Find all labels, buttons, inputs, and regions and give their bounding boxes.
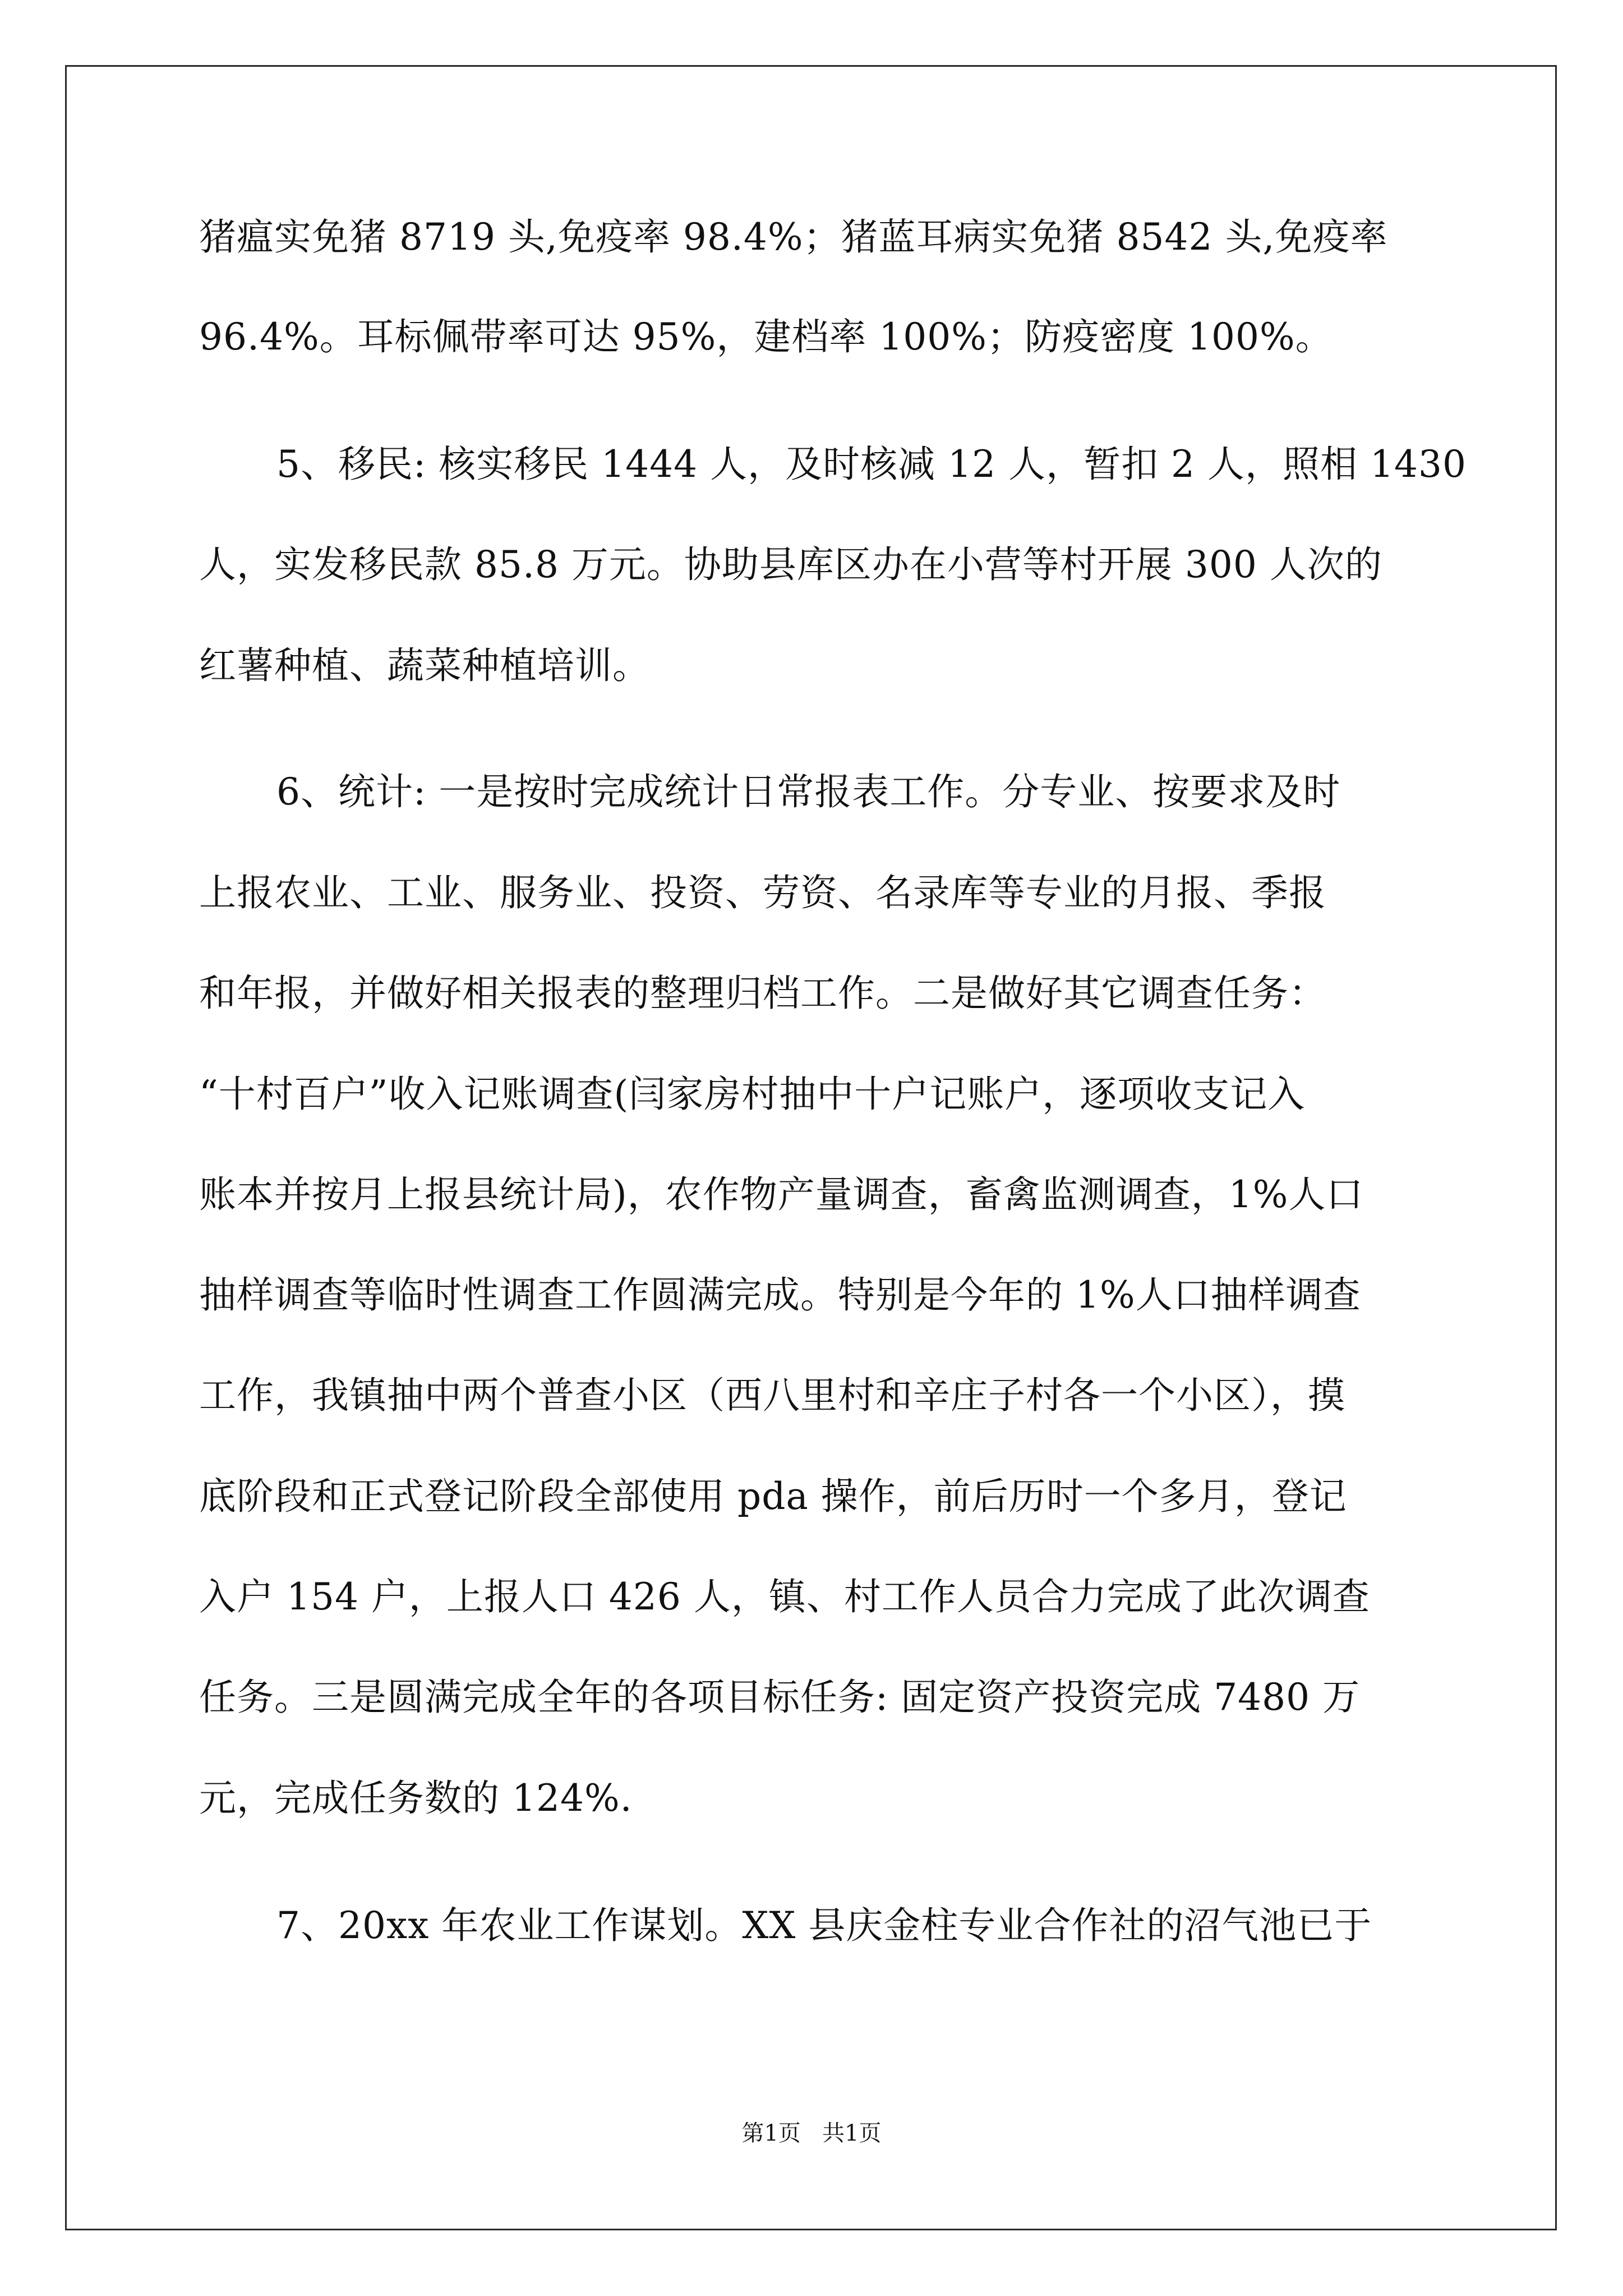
text-line: 账本并按月上报县统计局)，农作物产量调查，畜禽监测调查，1%人口	[199, 1173, 1364, 1216]
text-line: “十村百户”收入记账调查(闫家房村抽中十户记账户，逐项收支记入	[199, 1073, 1306, 1116]
text-line: 元，完成任务数的 124%.	[199, 1777, 633, 1820]
text-line: 入户 154 户，上报人口 426 人，镇、村工作人员合力完成了此次调查	[199, 1575, 1370, 1618]
text-line: 底阶段和正式登记阶段全部使用 pda 操作，前后历时一个多月，登记	[199, 1475, 1347, 1518]
paragraph-start-line: 5、移民: 核实移民 1444 人，及时核减 12 人，暂扣 2 人，照相 1430	[276, 443, 1467, 486]
text-line: 96.4%。耳标佩带率可达 95%，建档率 100%；防疫密度 100%。	[199, 315, 1333, 358]
text-line: 抽样调查等临时性调查工作圆满完成。特别是今年的 1%人口抽样调查	[199, 1273, 1361, 1317]
text-line: 上报农业、工业、服务业、投资、劳资、名录库等专业的月报、季报	[199, 871, 1326, 914]
text-line: 任务。三是圆满完成全年的各项目标任务: 固定资产投资完成 7480 万	[199, 1676, 1361, 1719]
text-line: 工作，我镇抽中两个普查小区（西八里村和辛庄子村各一个小区），摸	[199, 1374, 1345, 1417]
paragraph-start-line: 6、统计: 一是按时完成统计日常报表工作。分专业、按要求及时	[276, 770, 1341, 813]
text-line: 人，实发移民款 85.8 万元。协助县库区办在小营等村开展 300 人次的	[199, 543, 1382, 586]
paragraph-start-line: 7、20xx 年农业工作谋划。XX 县庆金柱专业合作社的沼气池已于	[276, 1904, 1372, 1947]
text-line: 猪瘟实免猪 8719 头,免疫率 98.4%；猪蓝耳病实免猪 8542 头,免疫率	[199, 215, 1388, 259]
text-line: 红薯种植、蔬菜种植培训。	[199, 644, 650, 687]
page-footer: 第1页 共1页	[741, 2120, 882, 2146]
text-line: 和年报，并做好相关报表的整理归档工作。二是做好其它调查任务：	[199, 972, 1326, 1015]
